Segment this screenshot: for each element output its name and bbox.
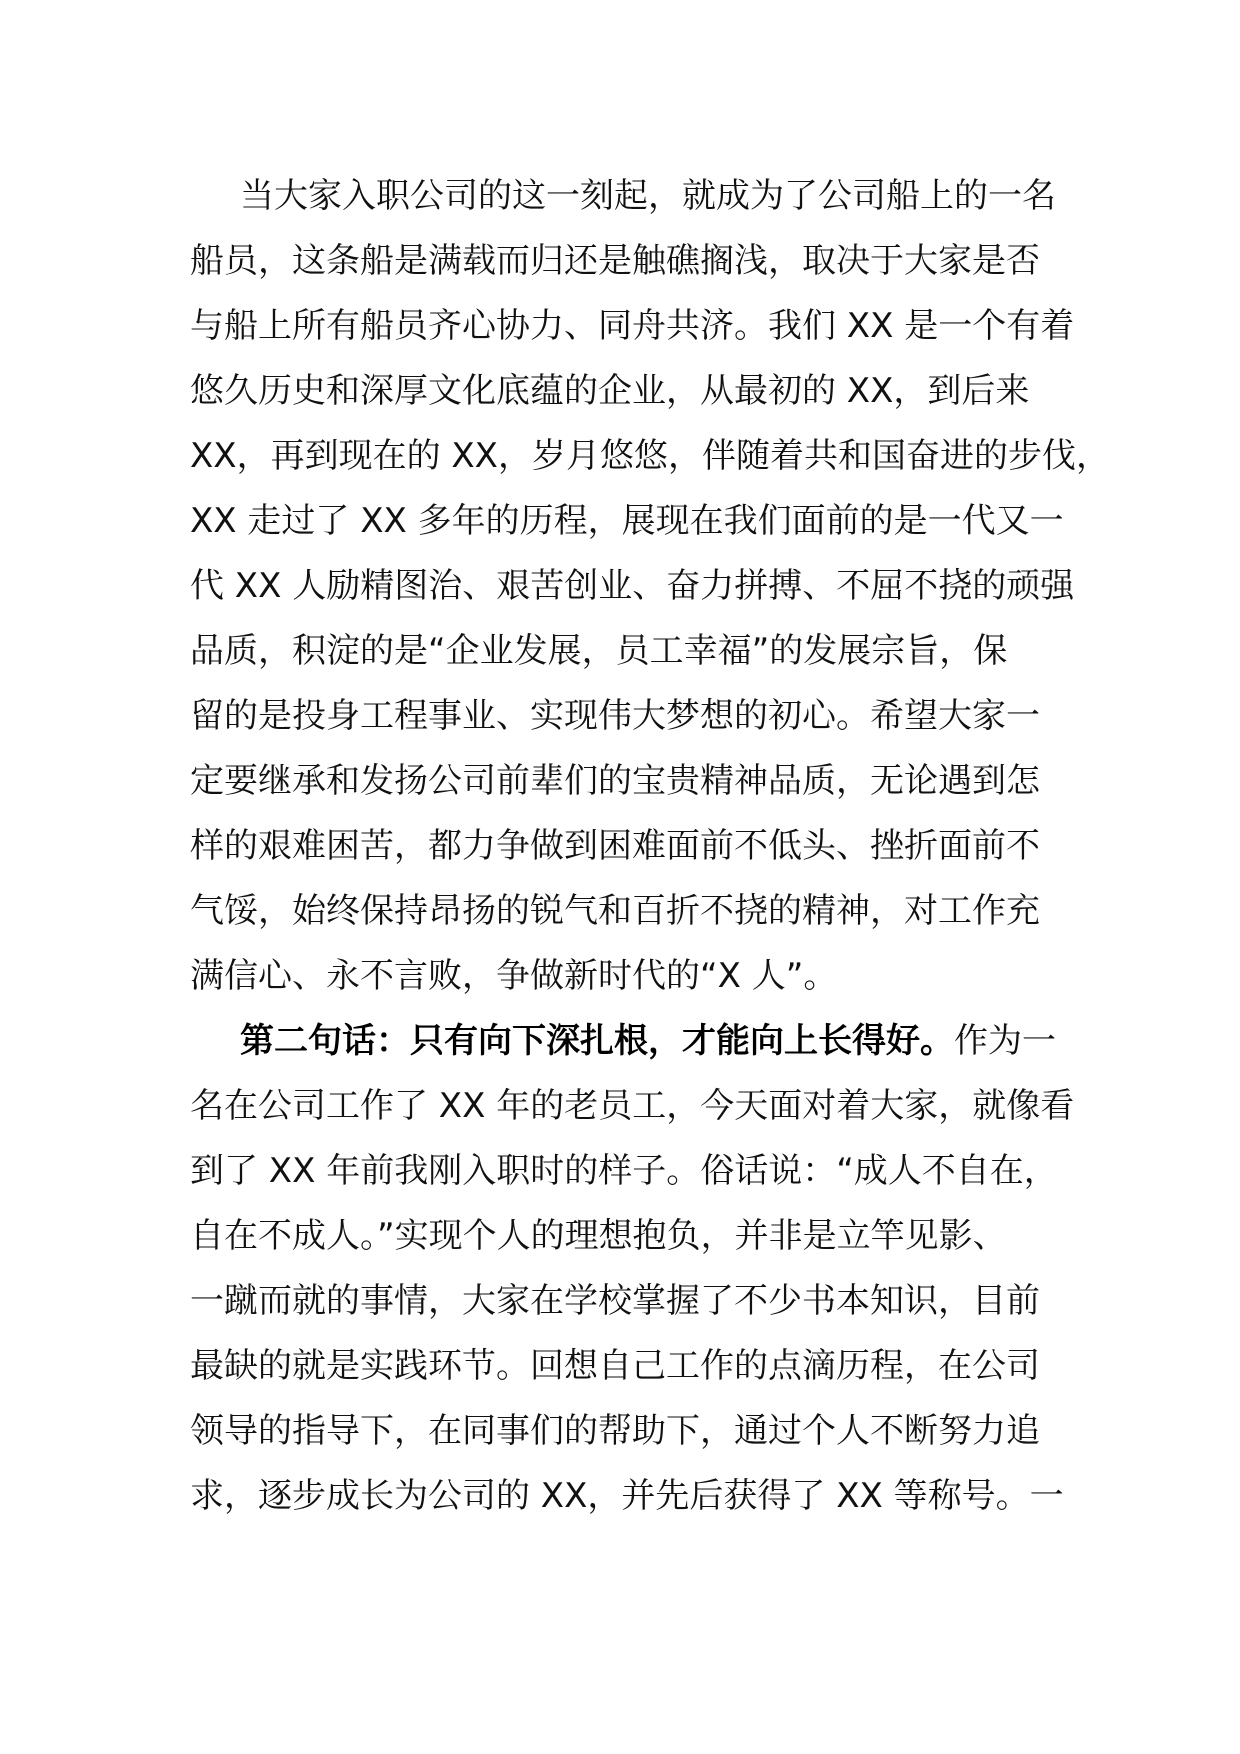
paragraph-1 (190, 164, 1110, 1009)
paragraph-line: 最缺的就是实践环节。回想自己工作的点滴历程，在公司 (190, 1346, 1040, 1386)
heading-continuation: 作为一 (954, 1021, 1056, 1061)
paragraph-line: 求，逐步成长为公司的 XX，并先后获得了 XX 等称号。一 (190, 1476, 1064, 1516)
paragraph-line: 悠久历史和深厚文化底蕴的企业，从最初的 XX，到后来 (190, 371, 1030, 411)
paragraph-line: 到了 XX 年前我刚入职时的样子。俗话说：“成人不自在， (190, 1151, 1058, 1191)
paragraph-line: 样的艰难困苦，都力争做到困难面前不低头、挫折面前不 (190, 826, 1040, 866)
paragraph-line: 与船上所有船员齐心协力、同舟共济。我们 XX 是一个有着 (190, 306, 1075, 346)
document-body (190, 164, 1110, 1529)
paragraph-line: 当大家入职公司的这一刻起，就成为了公司船上的一名 (240, 176, 1056, 216)
paragraph-line: 满信心、永不言败，争做新时代的“X 人”。 (190, 956, 838, 996)
paragraph-line: 留的是投身工程事业、实现伟大梦想的初心。希望大家一 (190, 696, 1040, 736)
paragraph-first-line (190, 1009, 1062, 1074)
paragraph-line: 代 XX 人励精图治、艰苦创业、奋力拼搏、不屈不挠的顽强 (190, 566, 1075, 606)
paragraph-line: 自在不成人。”实现个人的理想抱负，并非是立竿见影、 (190, 1216, 1007, 1256)
paragraph-line: 名在公司工作了 XX 年的老员工，今天面对着大家，就像看 (190, 1086, 1075, 1126)
paragraph-line: 定要继承和发扬公司前辈们的宝贵精神品质，无论遇到怎 (190, 761, 1040, 801)
paragraph-2 (190, 1009, 1075, 1529)
paragraph-line: 品质，积淀的是“企业发展，员工幸福”的发展宗旨，保 (190, 631, 1008, 671)
paragraph-line: 船员，这条船是满载而归还是触礁搁浅，取决于大家是否 (190, 241, 1040, 281)
paragraph-line: 气馁，始终保持昂扬的锐气和百折不挠的精神，对工作充 (190, 891, 1040, 931)
paragraph-line: 领导的指导下，在同事们的帮助下，通过个人不断努力追 (190, 1411, 1040, 1451)
paragraph-line: XX 走过了 XX 多年的历程，展现在我们面前的是一代又一 (190, 501, 1064, 541)
paragraph-line: XX，再到现在的 XX，岁月悠悠，伴随着共和国奋进的步伐， (190, 436, 1110, 476)
section-heading: 第二句话：只有向下深扎根，才能向上长得好。 (240, 1021, 954, 1061)
paragraph-line: 一蹴而就的事情，大家在学校掌握了不少书本知识，目前 (190, 1281, 1040, 1321)
